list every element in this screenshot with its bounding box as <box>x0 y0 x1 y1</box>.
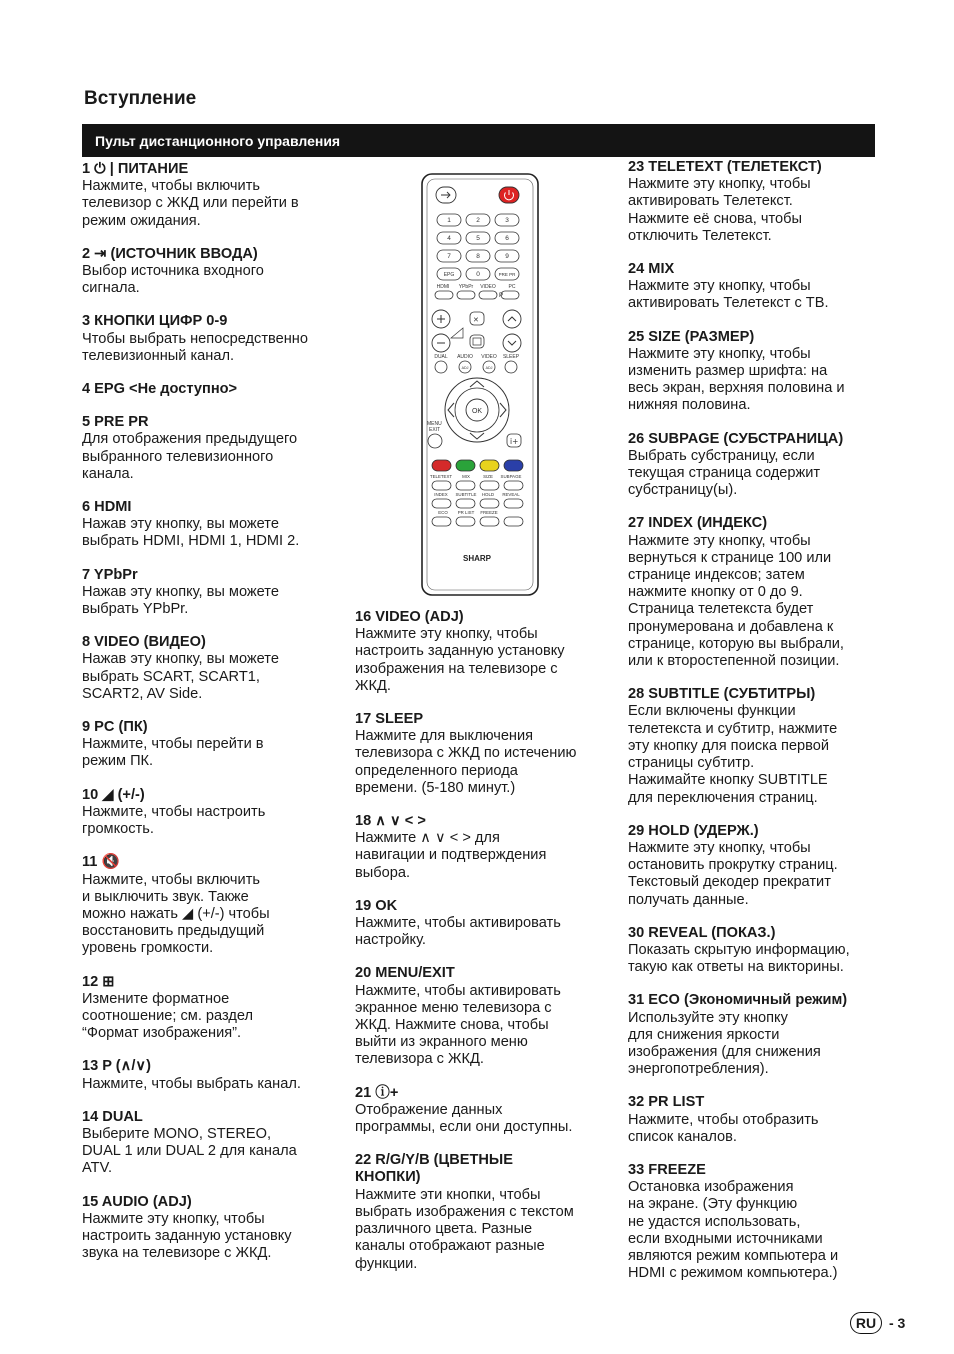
entry-item <box>82 1058 344 1092</box>
blue-button <box>504 460 523 471</box>
entry-body: Нажав эту кнопку, вы можете выбрать SCART, SCART1, SCART2, AV Side. <box>82 651 279 702</box>
source-label: VIDEO <box>480 284 496 290</box>
teletext-button <box>480 499 499 508</box>
entry-item <box>82 719 344 771</box>
entry-body: Нажмите эту кнопку, чтобы вернуться к странице 100 или странице индексов; затем нажмите кнопку от 0 до 9. Страница телетекста будет пронумерована и добавлена к странице, которую вы выбрали, или к второстепенной позиции. <box>628 532 844 670</box>
source-select-button <box>501 291 519 299</box>
p-label: P <box>499 293 504 299</box>
digit-button-3 <box>495 214 519 226</box>
entry-heading: 5 PRE PR <box>82 414 149 431</box>
teletext-label: TELETEXT <box>429 474 453 479</box>
section-header <box>82 124 875 157</box>
entry-heading: 14 DUAL <box>82 1108 143 1125</box>
entry-item <box>355 711 605 797</box>
entry-item <box>628 1094 880 1146</box>
entry-item <box>355 1152 605 1272</box>
adj-button <box>483 361 495 373</box>
entry-heading: 16 VIDEO (ADJ) <box>355 609 464 625</box>
source-label: HDMI <box>436 284 450 290</box>
entry-item <box>628 686 880 806</box>
entry-item <box>82 854 344 957</box>
digit-button-8 <box>466 250 490 262</box>
entry-heading: 17 SLEEP <box>355 711 424 728</box>
entry-heading: 19 OK <box>355 897 398 914</box>
channel-down-button <box>503 334 521 352</box>
green-button <box>456 460 475 471</box>
entry-item <box>628 515 880 670</box>
entry-body: Нажмите, чтобы отобразить список каналов. <box>628 1111 819 1145</box>
teletext-button <box>456 499 475 508</box>
svg-text:4: 4 <box>447 235 451 243</box>
exit-label: EXIT <box>429 427 441 433</box>
entry-body: Нажмите эту кнопку, чтобы активировать Телетекст с ТВ. <box>628 278 829 312</box>
entry-item <box>355 1085 605 1137</box>
teletext-label: REVEAL <box>502 492 520 497</box>
entry-item <box>628 261 880 313</box>
menu-exit-button <box>428 434 442 448</box>
teletext-button <box>504 517 523 526</box>
digit-button-9 <box>495 250 519 262</box>
entry-item <box>355 898 605 950</box>
entry-heading: 11 🔇 <box>82 854 120 871</box>
remote-control-illustration <box>421 173 539 596</box>
volume-plus-button <box>432 310 450 328</box>
adj-label: DUAL <box>434 354 448 360</box>
entry-body: Чтобы выбрать непосредственно телевизионный канал. <box>82 330 308 364</box>
entry-item <box>355 609 605 695</box>
source-select-button <box>435 291 453 299</box>
entry-body: Нажмите эти кнопки, чтобы выбрать изображения с текстом различного цвета. Разные каналы отображают разные функции. <box>355 1186 574 1272</box>
entry-item <box>82 787 344 839</box>
entry-body: Нажмите, чтобы настроить громкость. <box>82 803 266 838</box>
entry-heading: 9 PC (ПК) <box>82 719 148 736</box>
entry-body: Нажмите ∧ ∨ < > для навигации и подтверждения выбора. <box>355 830 547 881</box>
entry-body: Отображение данных программы, если они доступны. <box>355 1101 573 1136</box>
entry-heading: 20 MENU/EXIT <box>355 965 455 982</box>
svg-text:3: 3 <box>505 217 509 225</box>
svg-text:i+: i+ <box>510 437 519 446</box>
digit-button-7 <box>437 250 461 262</box>
column-2 <box>355 609 605 1289</box>
volume-minus-button <box>432 334 450 352</box>
entry-heading: 31 ECO (Экономичный режим) <box>628 992 848 1009</box>
entry-body: Используйте эту кнопку для снижения яркости изображения (для снижения энергопотребления). <box>628 1009 821 1078</box>
entry-heading: 32 PR LIST <box>628 1094 705 1111</box>
entry-heading: 1 ⏻ | ПИТАНИЕ <box>82 161 189 177</box>
digit-button-0 <box>466 268 490 280</box>
page-number: - 3 <box>889 1315 906 1331</box>
entry-item <box>628 925 880 977</box>
section-title: Пульт дистанционного управления <box>95 133 341 149</box>
source-label: YPbPr <box>458 284 474 290</box>
svg-text:7: 7 <box>447 253 451 261</box>
teletext-button <box>504 481 523 490</box>
teletext-button <box>432 499 451 508</box>
entry-body: Нажмите эту кнопку, чтобы изменить размер шрифта: на весь экран, верхняя половина и нижняя половина. <box>628 345 845 414</box>
info-button <box>507 434 521 447</box>
svg-text:ADJ: ADJ <box>485 366 493 370</box>
digit-buttons <box>437 214 519 262</box>
page-title: Вступление <box>84 88 197 109</box>
svg-text:9: 9 <box>505 253 509 261</box>
mute-button <box>470 312 484 325</box>
adj-label: VIDEO <box>481 354 497 360</box>
entry-body: Нажмите для выключения телевизора с ЖКД по истечению определенного периода времени. (5-180 минут.) <box>355 728 577 796</box>
epg-zero-prepr-row <box>437 268 519 280</box>
entry-body: Нажмите, чтобы перейти в режим ПК. <box>82 736 264 770</box>
entry-item <box>355 813 605 882</box>
channel-up-button <box>503 310 521 328</box>
svg-text:1: 1 <box>447 217 451 225</box>
entry-body: Нажмите эту кнопку, чтобы настроить заданную установку звука на телевизоре с ЖКД. <box>82 1210 292 1262</box>
entry-heading: 26 SUBPAGE (СУБСТРАНИЦА) <box>628 430 844 447</box>
entry-item <box>628 431 880 500</box>
entry-body: Выберите MONO, STEREO, DUAL 1 или DUAL 2 для канала ATV. <box>82 1125 297 1177</box>
entry-heading: 22 R/G/Y/B (ЦВЕТНЫЕ КНОПКИ) <box>355 1152 513 1186</box>
entry-body: Нажмите, чтобы активировать настройку. <box>355 915 561 949</box>
entry-item <box>82 1194 344 1263</box>
navigation-pad <box>445 378 509 442</box>
entry-heading: 29 HOLD (УДЕРЖ.) <box>628 822 759 839</box>
entry-body: Нажмите, чтобы включить и выключить звук. Также можно нажать ◢ (+/-) чтобы восстановить предыдущий уровень громкости. <box>82 871 270 957</box>
entry-body: Выбор источника входного сигнала. <box>82 263 264 297</box>
teletext-label: SUBTITLE <box>455 492 477 497</box>
entry-heading: 7 YPbPr <box>82 566 138 583</box>
entry-item <box>82 313 344 365</box>
teletext-button <box>456 481 475 490</box>
entry-body: Показать скрытую информацию, такую как ответы на викторины. <box>628 941 850 976</box>
entry-heading: 12 ⊞ <box>82 973 115 990</box>
digit-button-5 <box>466 232 490 244</box>
svg-text:2: 2 <box>476 217 480 225</box>
entry-item <box>82 974 344 1043</box>
entry-item <box>355 965 605 1068</box>
aspect-button <box>470 335 484 348</box>
entry-body: Для отображения предыдущего выбранного телевизионного канала. <box>82 431 298 482</box>
entry-body: Нажмите, чтобы включить телевизор с ЖКД или перейти в режим ожидания. <box>82 178 299 229</box>
teletext-label: INDEX <box>434 492 448 497</box>
entry-heading: 13 P (∧/∨) <box>82 1058 151 1075</box>
teletext-button <box>504 499 523 508</box>
entry-item <box>82 634 344 703</box>
teletext-label: PR LIST <box>457 510 475 515</box>
entry-heading: 18 ∧ ∨ < > <box>355 813 426 830</box>
page-footer <box>850 1312 905 1334</box>
svg-text:✕: ✕ <box>473 316 479 324</box>
teletext-label: SIZE <box>483 474 493 479</box>
entry-body: Остановка изображения на экране. (Эту функцию не удастся использовать, если входными источниками являются режим компьютера и HDMI с режимом компьютера.) <box>628 1179 839 1282</box>
adj-button <box>435 361 447 373</box>
entry-heading: 8 VIDEO (ВИДЕО) <box>82 634 206 651</box>
entry-body: Нажмите эту кнопку, чтобы остановить прокрутку страниц. Текстовый декодер прекратит получать данные. <box>628 839 838 908</box>
svg-text:ADJ: ADJ <box>461 366 469 370</box>
svg-text:8: 8 <box>476 253 480 261</box>
teletext-label: MIX <box>462 474 470 479</box>
entry-heading: 2 ⇥ (ИСТОЧНИК ВВОДА) <box>82 245 258 262</box>
entry-heading: 15 AUDIO (ADJ) <box>82 1193 192 1210</box>
entry-body: Если включены функции телетекста и субтитр, нажмите эту кнопку для поиска первой страницы субтитр. Нажимайте кнопку SUBTITLE для переключения страниц. <box>628 703 838 806</box>
entry-item <box>628 992 880 1078</box>
svg-text:6: 6 <box>505 235 509 243</box>
source-button <box>436 187 456 203</box>
source-label: PC <box>508 284 516 290</box>
entry-body: Выбрать субстраницу, если текущая страница содержит субстраницу(ы). <box>628 447 821 499</box>
entry-item <box>82 246 344 298</box>
entry-item <box>628 329 880 415</box>
column-3 <box>628 159 880 1298</box>
entry-heading: 33 FREEZE <box>628 1161 706 1178</box>
teletext-button <box>480 481 499 490</box>
source-select-button <box>479 291 497 299</box>
adj-label: AUDIO <box>457 354 473 360</box>
language-badge: RU <box>850 1312 882 1334</box>
entry-heading: 6 HDMI <box>82 499 132 516</box>
entry-item <box>82 499 344 551</box>
teletext-label: FREEZE <box>480 510 498 515</box>
pre-pr-button <box>495 268 519 280</box>
digit-button-1 <box>437 214 461 226</box>
source-select-button <box>457 291 475 299</box>
menu-label: MENU <box>427 421 442 427</box>
adj-label: SLEEP <box>502 354 520 360</box>
entry-item <box>82 381 344 398</box>
digit-button-6 <box>495 232 519 244</box>
brand-logo: SHARP <box>462 554 492 563</box>
ok-label: OK <box>471 408 483 415</box>
adj-button <box>505 361 517 373</box>
yellow-button <box>480 460 499 471</box>
entry-heading: 4 EPG <Не доступно> <box>82 381 238 398</box>
entry-heading: 10 ◢ (+/-) <box>82 786 145 803</box>
entry-item <box>82 414 344 483</box>
entry-heading: 24 MIX <box>628 261 675 278</box>
entry-heading: 25 SIZE (РАЗМЕР) <box>628 328 755 345</box>
digit-button-4 <box>437 232 461 244</box>
svg-text:0: 0 <box>476 271 480 279</box>
entry-body: Нажмите, чтобы выбрать канал. <box>82 1075 301 1092</box>
entry-item <box>628 159 880 245</box>
entry-item <box>628 1162 880 1282</box>
entry-item <box>82 161 344 230</box>
entry-body: Нажав эту кнопку, вы можете выбрать YPbPr. <box>82 583 279 618</box>
svg-text:PRE PR: PRE PR <box>498 272 516 278</box>
power-button <box>499 187 519 203</box>
teletext-button <box>456 517 475 526</box>
digit-button-2 <box>466 214 490 226</box>
teletext-button <box>432 481 451 490</box>
teletext-button <box>432 517 451 526</box>
entry-heading: 28 SUBTITLE (СУБТИТРЫ) <box>628 686 816 703</box>
entry-body: Нажмите, чтобы активировать экранное меню телевизора с ЖКД. Нажмите снова, чтобы выйти из экранного меню телевизора с ЖКД. <box>355 982 561 1068</box>
adj-button <box>459 361 471 373</box>
entry-item <box>628 823 880 909</box>
teletext-button <box>480 517 499 526</box>
entry-body: Измените форматное соотношение; см. раздел “Формат изображения”. <box>82 990 254 1042</box>
teletext-label: SUBPAGE <box>500 474 522 479</box>
entry-heading: 23 TELETEXT (ТЕЛЕТЕКСТ) <box>628 159 822 175</box>
entry-item <box>82 567 344 619</box>
entry-item <box>82 1109 344 1178</box>
entry-body: Нажмите эту кнопку, чтобы активировать Телетекст. Нажмите её снова, чтобы отключить Телетекст. <box>628 176 811 244</box>
svg-text:EPG: EPG <box>443 272 455 279</box>
entry-heading: 21 ⓘ+ <box>355 1084 399 1101</box>
epg-button <box>437 268 461 280</box>
svg-text:5: 5 <box>476 235 480 243</box>
entry-body: Нажав эту кнопку, вы можете выбрать HDMI, HDMI 1, HDMI 2. <box>82 516 300 550</box>
entry-heading: 27 INDEX (ИНДЕКС) <box>628 515 768 532</box>
entry-heading: 3 КНОПКИ ЦИФР 0-9 <box>82 313 228 330</box>
teletext-label: HOLD <box>481 492 495 497</box>
entry-body: Нажмите эту кнопку, чтобы настроить заданную установку изображения на телевизоре с ЖКД. <box>355 626 565 694</box>
teletext-label: ECO <box>438 510 448 515</box>
column-1 <box>82 161 344 1278</box>
red-button <box>432 460 451 471</box>
entry-heading: 30 REVEAL (ПОКАЗ.) <box>628 924 776 941</box>
